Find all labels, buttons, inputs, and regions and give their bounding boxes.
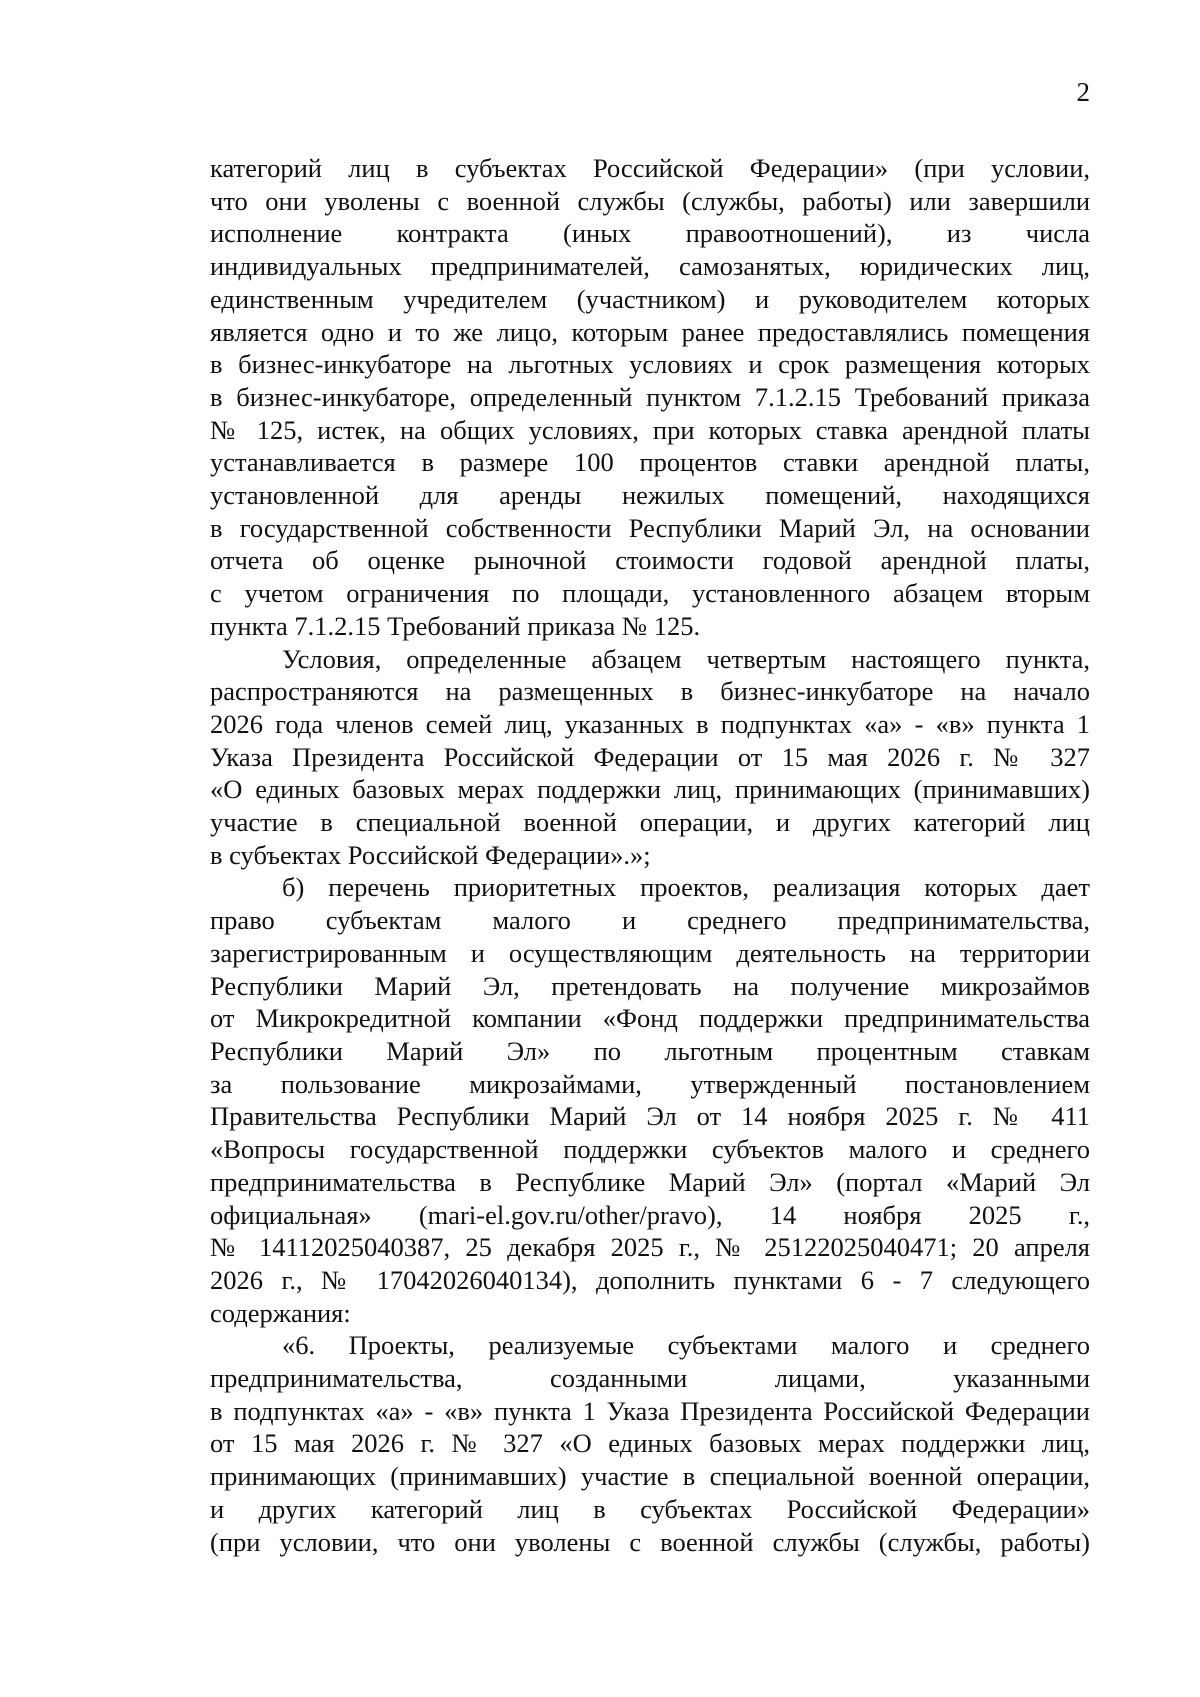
text-line: отчета об оценке рыночной стоимости годовой арендной платы,: [210, 545, 1090, 576]
text-line: в государственной собственности Республики Марий Эл, на основании: [210, 512, 1090, 543]
text-line: № 14112025040387, 25 декабря 2025 г., № 25122025040471; 20 апреля: [210, 1232, 1090, 1263]
text-line: предпринимательства в Республике Марий Эл» (портал «Марий Эл: [210, 1166, 1090, 1197]
text-line: в бизнес-инкубаторе на льготных условиях и срок размещения которых: [210, 349, 1090, 380]
text-line: Правительства Республики Марий Эл от 14 ноября 2025 г. № 411: [210, 1101, 1090, 1132]
text-line: индивидуальных предпринимателей, самозанятых, юридических лиц,: [210, 251, 1090, 282]
text-line: исполнение контракта (иных правоотношений), из числа: [210, 218, 1090, 249]
text-line: является одно и то же лицо, которым ранее предоставлялись помещения: [210, 316, 1090, 347]
text-line: принимающих (принимавших) участие в специальной военной операции,: [210, 1461, 1090, 1492]
text-line: категорий лиц в субъектах Российской Федерации» (при условии,: [210, 153, 1090, 183]
paragraph-item-6: [210, 1329, 1090, 1558]
text-line: что они уволены с военной службы (службы, работы) или завершили: [210, 185, 1090, 216]
text-line: Условия, определенные абзацем четвертым настоящего пункта,: [282, 643, 1090, 674]
text-line: в бизнес-инкубаторе, определенный пунктом 7.1.2.15 Требований приказа: [210, 381, 1090, 412]
text-line: за пользование микрозаймами, утвержденный постановлением: [210, 1068, 1090, 1099]
text-line: 2026 г., № 17042026040134), дополнить пунктами 6 - 7 следующего: [210, 1264, 1090, 1295]
text-line: в субъектах Российской Федерации».»;: [210, 839, 651, 870]
page-number: 2: [1076, 77, 1090, 107]
text-line: № 125, истек, на общих условиях, при которых ставка арендной платы: [210, 414, 1090, 445]
text-line: официальная» (mari-el.gov.ru/other/pravo), 14 ноября 2025 г.,: [210, 1199, 1090, 1230]
text-line: «6. Проекты, реализуемые субъектами малого и среднего: [282, 1330, 1090, 1361]
text-line: право субъектам малого и среднего предпринимательства,: [210, 905, 1090, 936]
text-line: зарегистрированным и осуществляющим деятельность на территории: [210, 937, 1090, 968]
text-line: распространяются на размещенных в бизнес-инкубаторе на начало: [210, 676, 1090, 707]
text-line: пункта 7.1.2.15 Требований приказа № 125.: [210, 610, 701, 641]
text-line: Республики Марий Эл, претендовать на получение микрозаймов: [210, 970, 1090, 1001]
text-line: единственным учредителем (участником) и руководителем которых: [210, 283, 1090, 314]
text-line: «О единых базовых мерах поддержки лиц, принимающих (принимавших): [210, 774, 1090, 805]
text-line: 2026 года членов семей лиц, указанных в подпунктах «а» - «в» пункта 1: [210, 708, 1090, 739]
text-line: (при условии, что они уволены с военной службы (службы, работы): [210, 1526, 1090, 1557]
text-line: содержания:: [210, 1297, 351, 1328]
text-line: установленной для аренды нежилых помещений, находящихся: [210, 480, 1090, 511]
text-line: б) перечень приоритетных проектов, реализация которых дает: [282, 872, 1090, 903]
paragraph-item-b: [210, 871, 1090, 1329]
text-line: участие в специальной военной операции, и других категорий лиц: [210, 807, 1090, 838]
text-line: предпринимательства, созданными лицами, указанными: [210, 1363, 1090, 1394]
text-line: в подпунктах «а» - «в» пункта 1 Указа Президента Российской Федерации: [210, 1395, 1090, 1426]
paragraph-conditions: [210, 643, 1090, 872]
text-line: устанавливается в размере 100 процентов ставки арендной платы,: [210, 447, 1090, 478]
text-line: от Микрокредитной компании «Фонд поддержки предпринимательства: [210, 1003, 1090, 1034]
text-line: Указа Президента Российской Федерации от 15 мая 2026 г. № 327: [210, 741, 1090, 772]
text-line: с учетом ограничения по площади, установленного абзацем вторым: [210, 578, 1090, 609]
document-body: [210, 152, 1090, 1558]
text-line: и других категорий лиц в субъектах Российской Федерации»: [210, 1493, 1090, 1524]
text-line: Республики Марий Эл» по льготным процентным ставкам: [210, 1035, 1090, 1066]
paragraph-continuation: [210, 152, 1090, 643]
text-line: «Вопросы государственной поддержки субъектов малого и среднего: [210, 1134, 1090, 1165]
text-line: от 15 мая 2026 г. № 327 «О единых базовых мерах поддержки лиц,: [210, 1428, 1090, 1459]
